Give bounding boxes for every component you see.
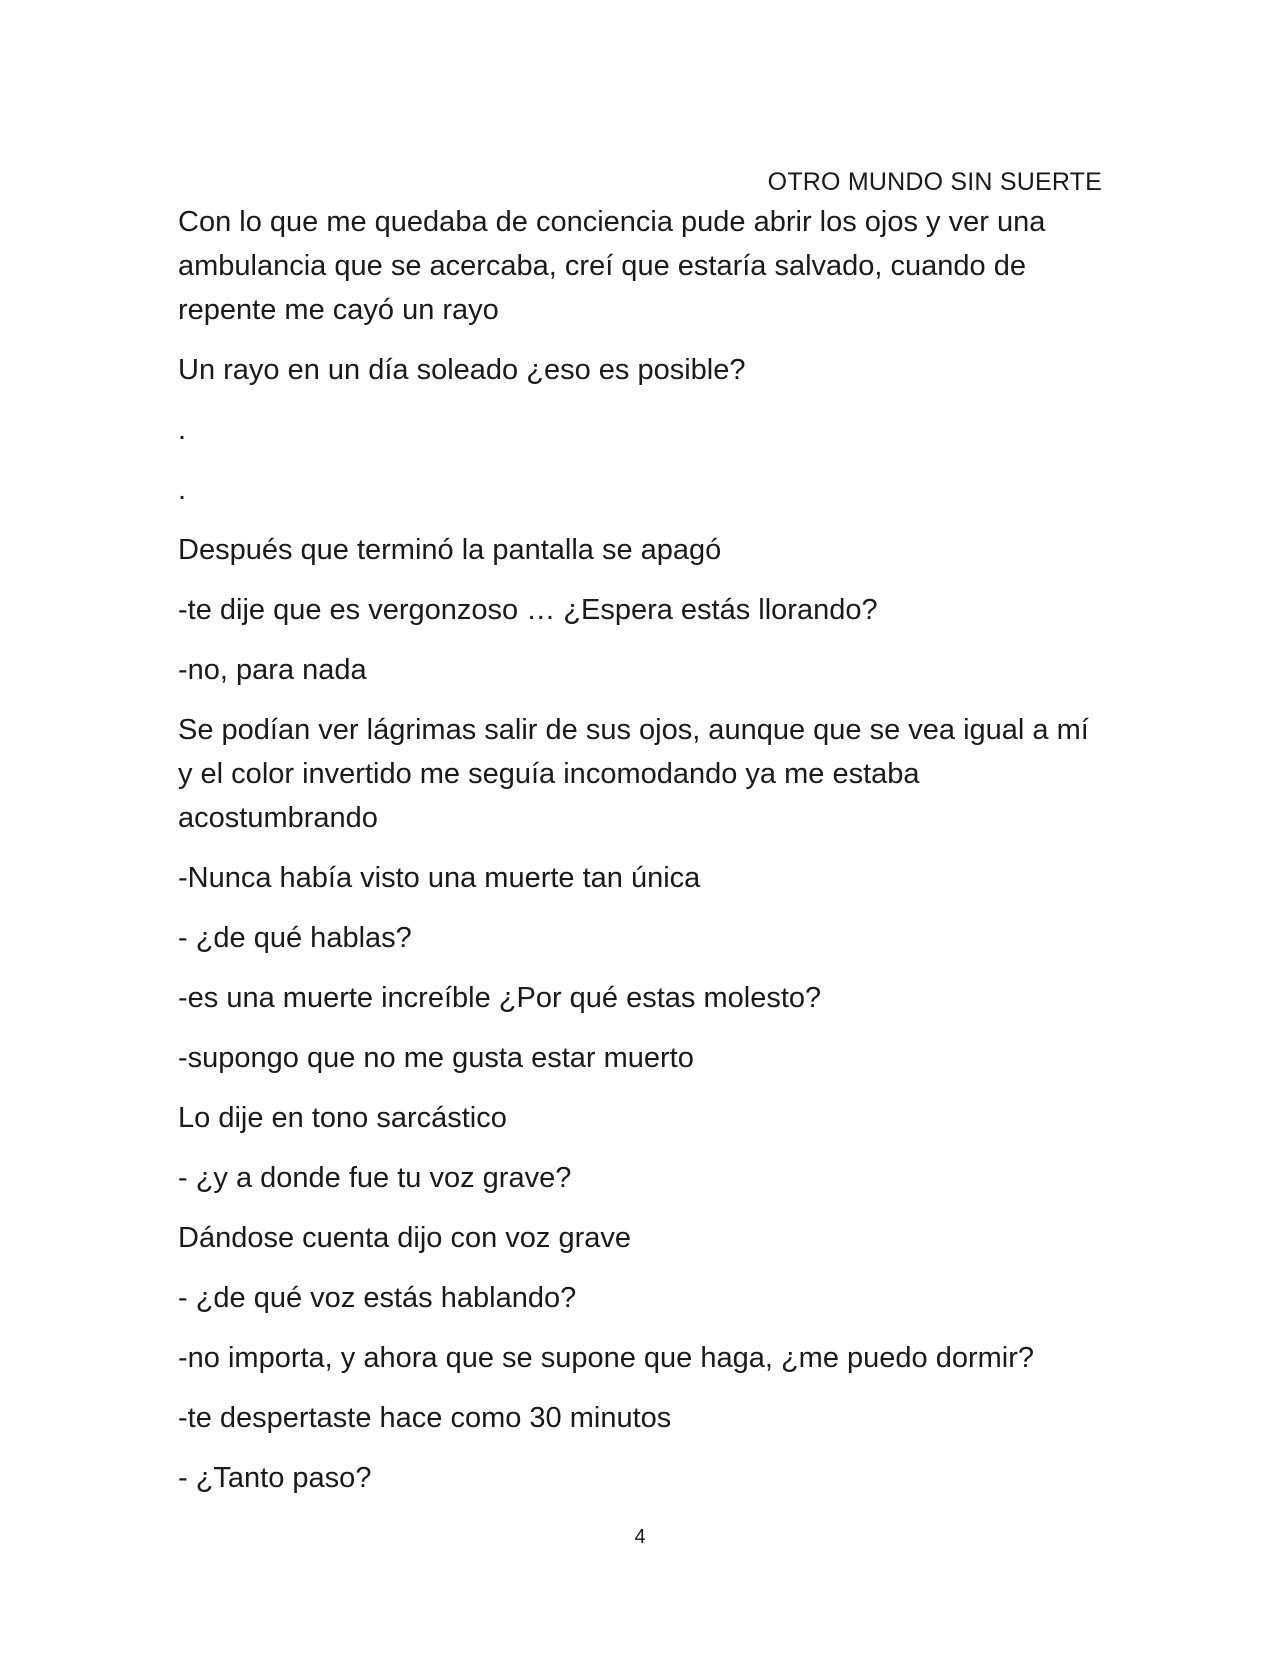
page-number: 4 [634, 1526, 646, 1548]
paragraph: - ¿de qué voz estás hablando? [178, 1282, 577, 1314]
paragraph: Se podían ver lágrimas salir de sus ojos, aunque que se vea igual a mí y el color invertido me seguía incomodando ya me estaba acostumbrando [178, 714, 1089, 834]
paragraph: -te dije que es vergonzoso … ¿Espera estás llorando? [178, 594, 878, 626]
paragraph: . [178, 414, 187, 446]
paragraph: - ¿Tanto paso? [178, 1462, 372, 1494]
paragraph: - ¿de qué hablas? [178, 922, 412, 954]
paragraph: Lo dije en tono sarcástico [178, 1102, 507, 1134]
paragraph: - ¿y a donde fue tu voz grave? [178, 1162, 572, 1194]
document-body [178, 200, 1108, 1516]
paragraph: Después que terminó la pantalla se apagó [178, 534, 722, 566]
paragraph: -no importa, y ahora que se supone que haga, ¿me puedo dormir? [178, 1342, 1035, 1374]
paragraph: -te despertaste hace como 30 minutos [178, 1402, 672, 1434]
paragraph: Un rayo en un día soleado ¿eso es posible? [178, 354, 746, 386]
paragraph: -Nunca había visto una muerte tan única [178, 862, 701, 894]
paragraph: -no, para nada [178, 654, 367, 686]
paragraph: Con lo que me quedaba de conciencia pude abrir los ojos y ver una ambulancia que se acercaba, creí que estaría salvado, cuando de repente me cayó un rayo [178, 206, 1046, 326]
running-header: OTRO MUNDO SIN SUERTE [767, 168, 1102, 196]
paragraph: -es una muerte increíble ¿Por qué estas molesto? [178, 982, 822, 1014]
paragraph: -supongo que no me gusta estar muerto [178, 1042, 694, 1074]
paragraph: . [178, 474, 187, 506]
paragraph: Dándose cuenta dijo con voz grave [178, 1222, 632, 1254]
